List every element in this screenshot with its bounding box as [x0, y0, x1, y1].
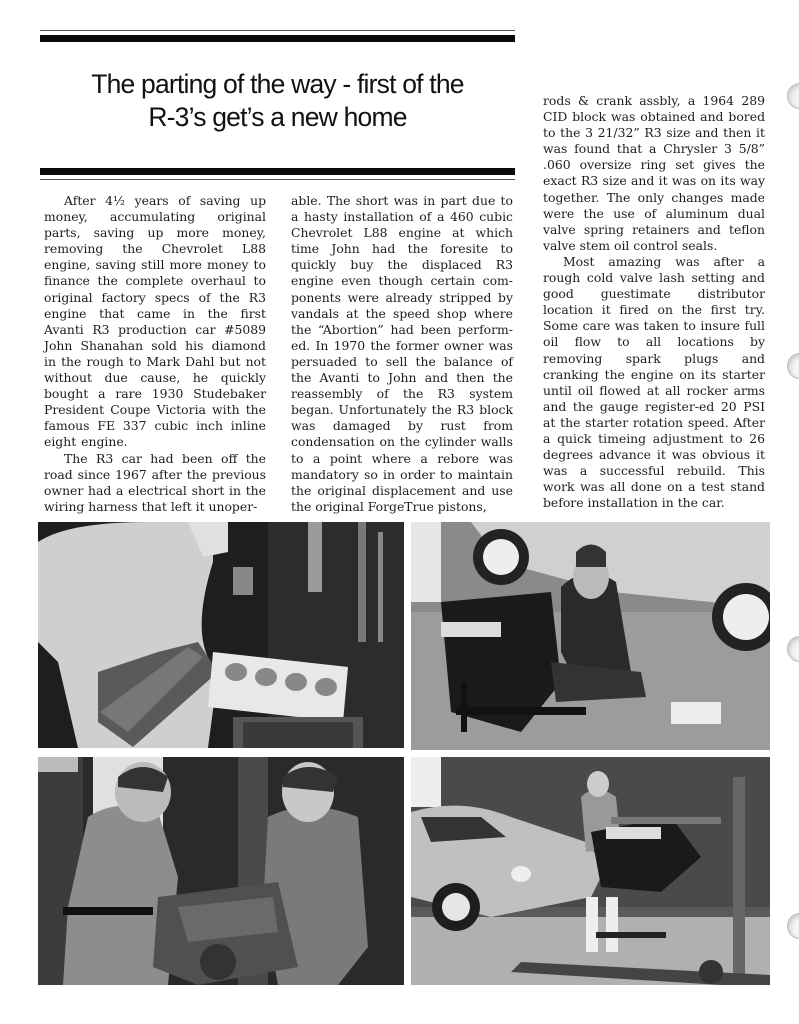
- paragraph: Most amazing was after a rough cold valve lash setting and good guestimate distributor location it fired on the first try. Some care was taken to insure full oil flow to all locations by removing spark plugs and cranking the engine on its starter until oil flowed at all rocker arms and the gauge register-ed 20 PSI at the starter rotation speed. After a quick timeing adjustment to 26 degrees advance it was obvious it was a successful rebuild. This work was all done on a test stand before installation in the car.: [543, 253, 765, 511]
- top-thin-rule: [40, 30, 515, 31]
- bottom-thin-rule: [40, 179, 515, 180]
- photo-engine-on-stand-image: [411, 522, 770, 750]
- photo-cylinder-head-image: [38, 522, 404, 748]
- text-column-1: [44, 193, 266, 515]
- text-column-2: [291, 193, 513, 515]
- photo-engine-block-assembly-image: [38, 757, 404, 985]
- title-line-2: R-3’s get’s a new home: [148, 102, 407, 132]
- paragraph: able. The short was in part due to a hasty installation of a 460 cubic Chevrolet L88 engine at which time John had the foresite to quickly buy the displaced R3 engine even though certain com-ponents were already stripped by vandals at the speed shop where the “Abortion” had been perform-ed. In 1970 the former owner was persuaded to sell the balance of the Avanti to John and then the reassembly of the R3 system began. Unfortunately the R3 block was damaged by rust from condensation on the cylinder walls to a point where a rebore was mandatory so in order to maintain the original displacement and use the original ForgeTrue pistons,: [291, 193, 513, 514]
- binder-hole: [787, 353, 799, 379]
- title-line-1: The parting of the way - first of the: [91, 69, 464, 99]
- top-thick-rule: [40, 35, 515, 42]
- photo-engine-block-assembly: [38, 757, 404, 985]
- photo-cylinder-head: [38, 522, 404, 748]
- bottom-thick-rule: [40, 168, 515, 175]
- photo-engine-on-stand: [411, 522, 770, 750]
- text-column-3: [543, 93, 765, 511]
- paragraph: After 4½ years of saving up money, accumulating original parts, saving up more money, removing the Chevrolet L88 engine, saving still more money to finance the complete overhaul to original factory specs of the R3 engine that came in the first Avanti R3 production car #5089 John Shanahan sold his diamond in the rough to Mark Dahl but not without due cause, he quickly bought a rare 1930 Studebaker President Coupe Victoria with the famous FE 337 cubic inch inline eight engine.: [44, 193, 266, 450]
- binder-hole: [787, 913, 799, 939]
- paragraph: The R3 car had been off the road since 1967 after the previous owner had a electrical short in the wiring harness that left it unoper-: [44, 450, 266, 514]
- photo-engine-hoist-avanti-image: [411, 757, 770, 985]
- binder-hole: [787, 636, 799, 662]
- binder-hole: [787, 83, 799, 109]
- article-title: [40, 68, 515, 134]
- photo-engine-hoist-avanti: [411, 757, 770, 985]
- paragraph: rods & crank assbly, a 1964 289 CID block was obtained and bored to the 3 21/32” R3 size and then it was found that a Chrysler 3 5/8” .060 oversize ring set gives the exact R3 size and it was on its way together. The only changes made were the use of aluminum dual valve spring retainers and teflon valve stem oil control seals.: [543, 93, 765, 253]
